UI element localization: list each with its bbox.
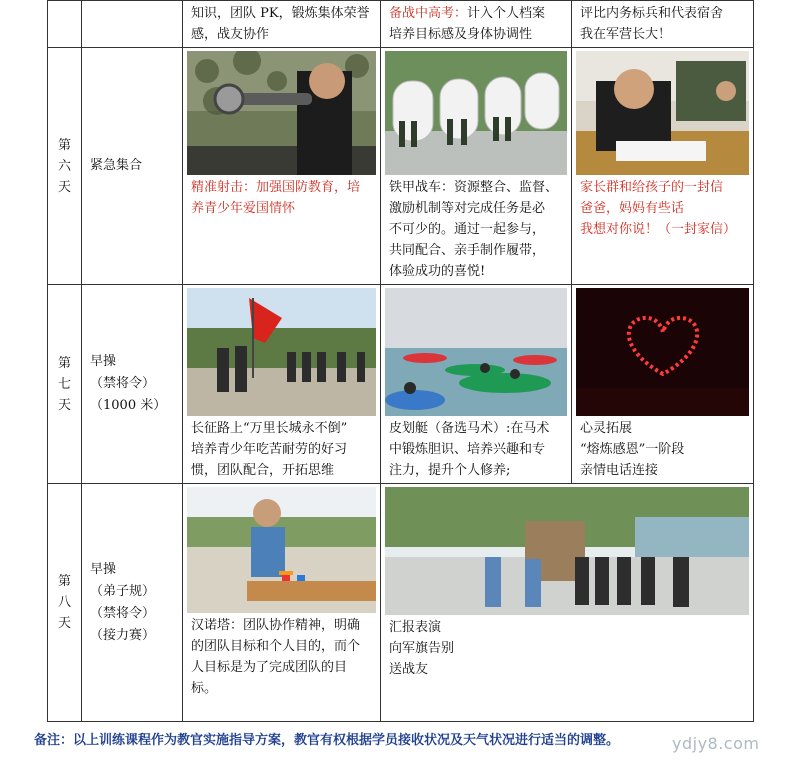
caption-line: 培养青少年吃苦耐劳的好习 xyxy=(191,442,348,457)
photo-cell-letter xyxy=(572,48,754,285)
caption-line: 汉诺塔：团队协作精神，明确 xyxy=(191,618,361,633)
footer-note: 备注：以上训练课程作为教官实施指导方案，教官有权根据学员接收状况及天气状况进行适当的调整。 xyxy=(34,733,620,748)
photo-cell-hanoi xyxy=(183,484,381,722)
caption-line xyxy=(389,3,565,24)
day-cell-6 xyxy=(48,48,82,285)
schedule-row-day7 xyxy=(48,285,754,484)
caption-line: 向军旗告别 xyxy=(389,641,455,656)
activity-label: （禁将令） xyxy=(90,605,156,621)
watermark-text: ydjy8.com xyxy=(672,734,760,753)
day-char: 第 xyxy=(57,574,71,589)
caption-line: 养青少年爱国情怀 xyxy=(191,201,296,216)
day-char: 七 xyxy=(57,376,71,392)
schedule-table xyxy=(47,0,754,722)
caption-line: 亲情电话连接 xyxy=(580,463,659,478)
caption-line: 标。 xyxy=(191,681,218,696)
caption-line: 感，战友协作 xyxy=(191,27,270,42)
photo-cell-kayak xyxy=(381,285,572,484)
activity-label: 早操 xyxy=(90,561,117,577)
caption-line: 知识，团队 PK，锻炼集体荣誉 xyxy=(191,6,370,21)
activity-cell-7 xyxy=(82,285,183,484)
day-cell-prev xyxy=(48,1,82,48)
photo-cell-march xyxy=(183,285,381,484)
caption-line: 注力，提升个人修养; xyxy=(389,463,511,478)
photo-letter xyxy=(576,51,749,175)
highlight-text: 备战中高考： xyxy=(389,6,468,21)
caption-line: 铁甲战车：资源整合、监督、 xyxy=(389,180,559,195)
photo-march xyxy=(187,288,376,416)
day-char: 天 xyxy=(57,616,71,631)
caption-line: 我在军营长大！ xyxy=(580,27,672,42)
day-cell-8 xyxy=(48,484,82,722)
caption-line: 汇报表演 xyxy=(389,620,442,635)
day-char: 天 xyxy=(57,397,71,413)
caption-line: 培养目标感及身体协调性 xyxy=(389,27,533,42)
caption-line: 皮划艇（备选马术）:在马术 xyxy=(389,421,550,436)
caption-line: 中锻炼胆识、培养兴趣和专 xyxy=(389,442,546,457)
photo-hanoi-tower xyxy=(187,487,376,613)
caption-line: 体验成功的喜悦! xyxy=(389,264,486,279)
photo-shooting xyxy=(187,51,376,175)
top-caption-2 xyxy=(381,1,572,48)
schedule-row-day8 xyxy=(48,484,754,722)
caption-line: 激励机制等对完成任务是必 xyxy=(389,201,546,216)
caption-line: 精准射击：加强国防教育，培 xyxy=(191,180,361,195)
photo-cell-salute xyxy=(381,484,754,722)
photo-cell-shooting xyxy=(183,48,381,285)
caption-line: 不可少的。通过一起参与， xyxy=(389,222,546,237)
activity-cell-prev xyxy=(82,1,183,48)
activity-label: （接力赛） xyxy=(90,627,156,643)
day-char: 天 xyxy=(57,179,71,195)
photo-tank xyxy=(385,51,567,175)
activity-label: （1000 米） xyxy=(90,398,167,413)
caption-line: 家长群和给孩子的一封信 xyxy=(580,180,724,195)
day-char: 第 xyxy=(57,355,71,371)
schedule-row-prev xyxy=(48,1,754,48)
photo-candle-heart xyxy=(576,288,749,416)
photo-salute xyxy=(385,487,749,615)
caption-line: 我想对你说！（一封家信） xyxy=(580,222,737,237)
caption-line: 惯，团队配合，开拓思维 xyxy=(191,463,335,478)
caption-line: 人目标是为了完成团队的目 xyxy=(191,660,348,675)
photo-kayak xyxy=(385,288,567,416)
activity-label: 早操 xyxy=(90,354,117,369)
top-caption-1 xyxy=(183,1,381,48)
caption-line: 的团队目标和个人目的，而个 xyxy=(191,639,361,654)
photo-cell-candles xyxy=(572,285,754,484)
day-cell-7 xyxy=(48,285,82,484)
caption-line: 送战友 xyxy=(389,662,429,677)
caption-line: 爸爸，妈妈有些话 xyxy=(580,201,685,216)
activity-label: （弟子规） xyxy=(90,583,156,599)
day-char: 八 xyxy=(57,595,71,610)
caption-line: 长征路上“万里长城永不倒” xyxy=(191,421,348,436)
schedule-row-day6 xyxy=(48,48,754,285)
caption-line: 评比内务标兵和代表宿舍 xyxy=(580,6,724,21)
activity-cell-8 xyxy=(82,484,183,722)
activity-label: 紧急集合 xyxy=(90,158,143,173)
caption-line: 共同配合、亲手制作履带， xyxy=(389,243,546,258)
day-char: 第 xyxy=(57,137,71,153)
photo-cell-tank xyxy=(381,48,572,285)
day-char: 六 xyxy=(57,158,71,174)
caption-rest: 计入个人档案 xyxy=(467,6,546,21)
caption-line: 心灵拓展 xyxy=(580,421,633,436)
caption-line: “熔炼感恩”一阶段 xyxy=(580,442,685,457)
top-caption-3 xyxy=(572,1,754,48)
activity-label: （禁将令） xyxy=(90,376,156,391)
activity-cell-6 xyxy=(82,48,183,285)
